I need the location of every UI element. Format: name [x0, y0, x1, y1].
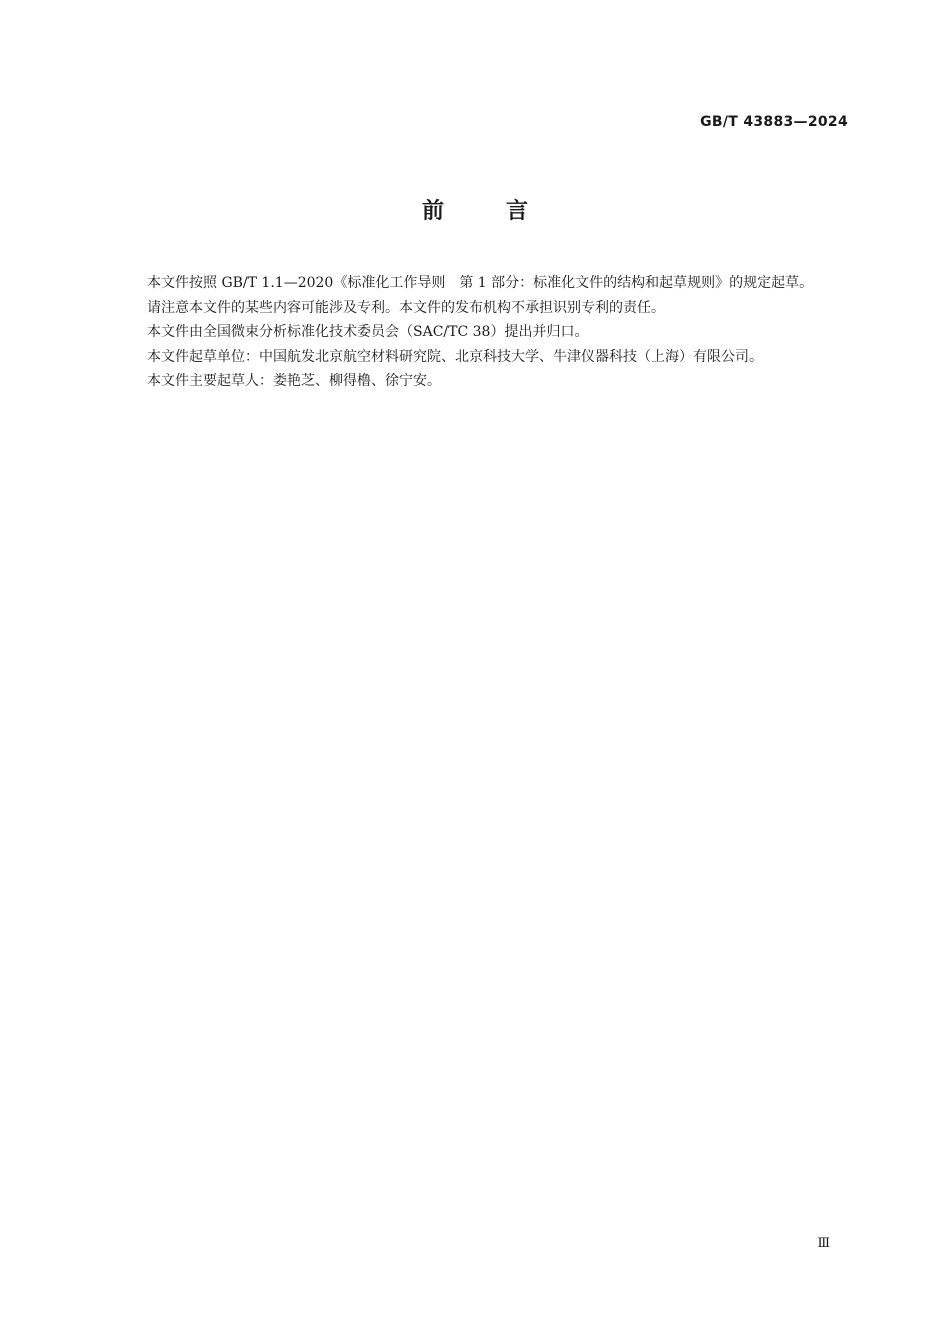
- paragraph-patent-notice: 请注意本文件的某些内容可能涉及专利。本文件的发布机构不承担识别专利的责任。: [147, 299, 665, 316]
- paragraph-proposer: 本文件由全国微束分析标准化技术委员会（SAC/TC 38）提出并归口。: [147, 324, 589, 340]
- title-char-1: 前: [421, 199, 444, 224]
- title-char-2: 言: [506, 199, 529, 224]
- paragraph-drafting-rules: 本文件按照 GB/T 1.1—2020《标准化工作导则 第 1 部分：标准化文件的结构和起草规则》的规定起草。: [147, 275, 814, 291]
- paragraph-drafters: 本文件主要起草人：娄艳芝、柳得橹、徐宁安。: [147, 373, 441, 389]
- page-number: Ⅲ: [817, 1236, 830, 1251]
- standard-code: GB/T 43883—2024: [700, 114, 848, 130]
- foreword-body: [115, 271, 850, 394]
- page-title: [0, 194, 950, 225]
- paragraph-drafting-units: 本文件起草单位：中国航发北京航空材料研究院、北京科技大学、牛津仪器科技（上海）有限公司。: [147, 348, 763, 365]
